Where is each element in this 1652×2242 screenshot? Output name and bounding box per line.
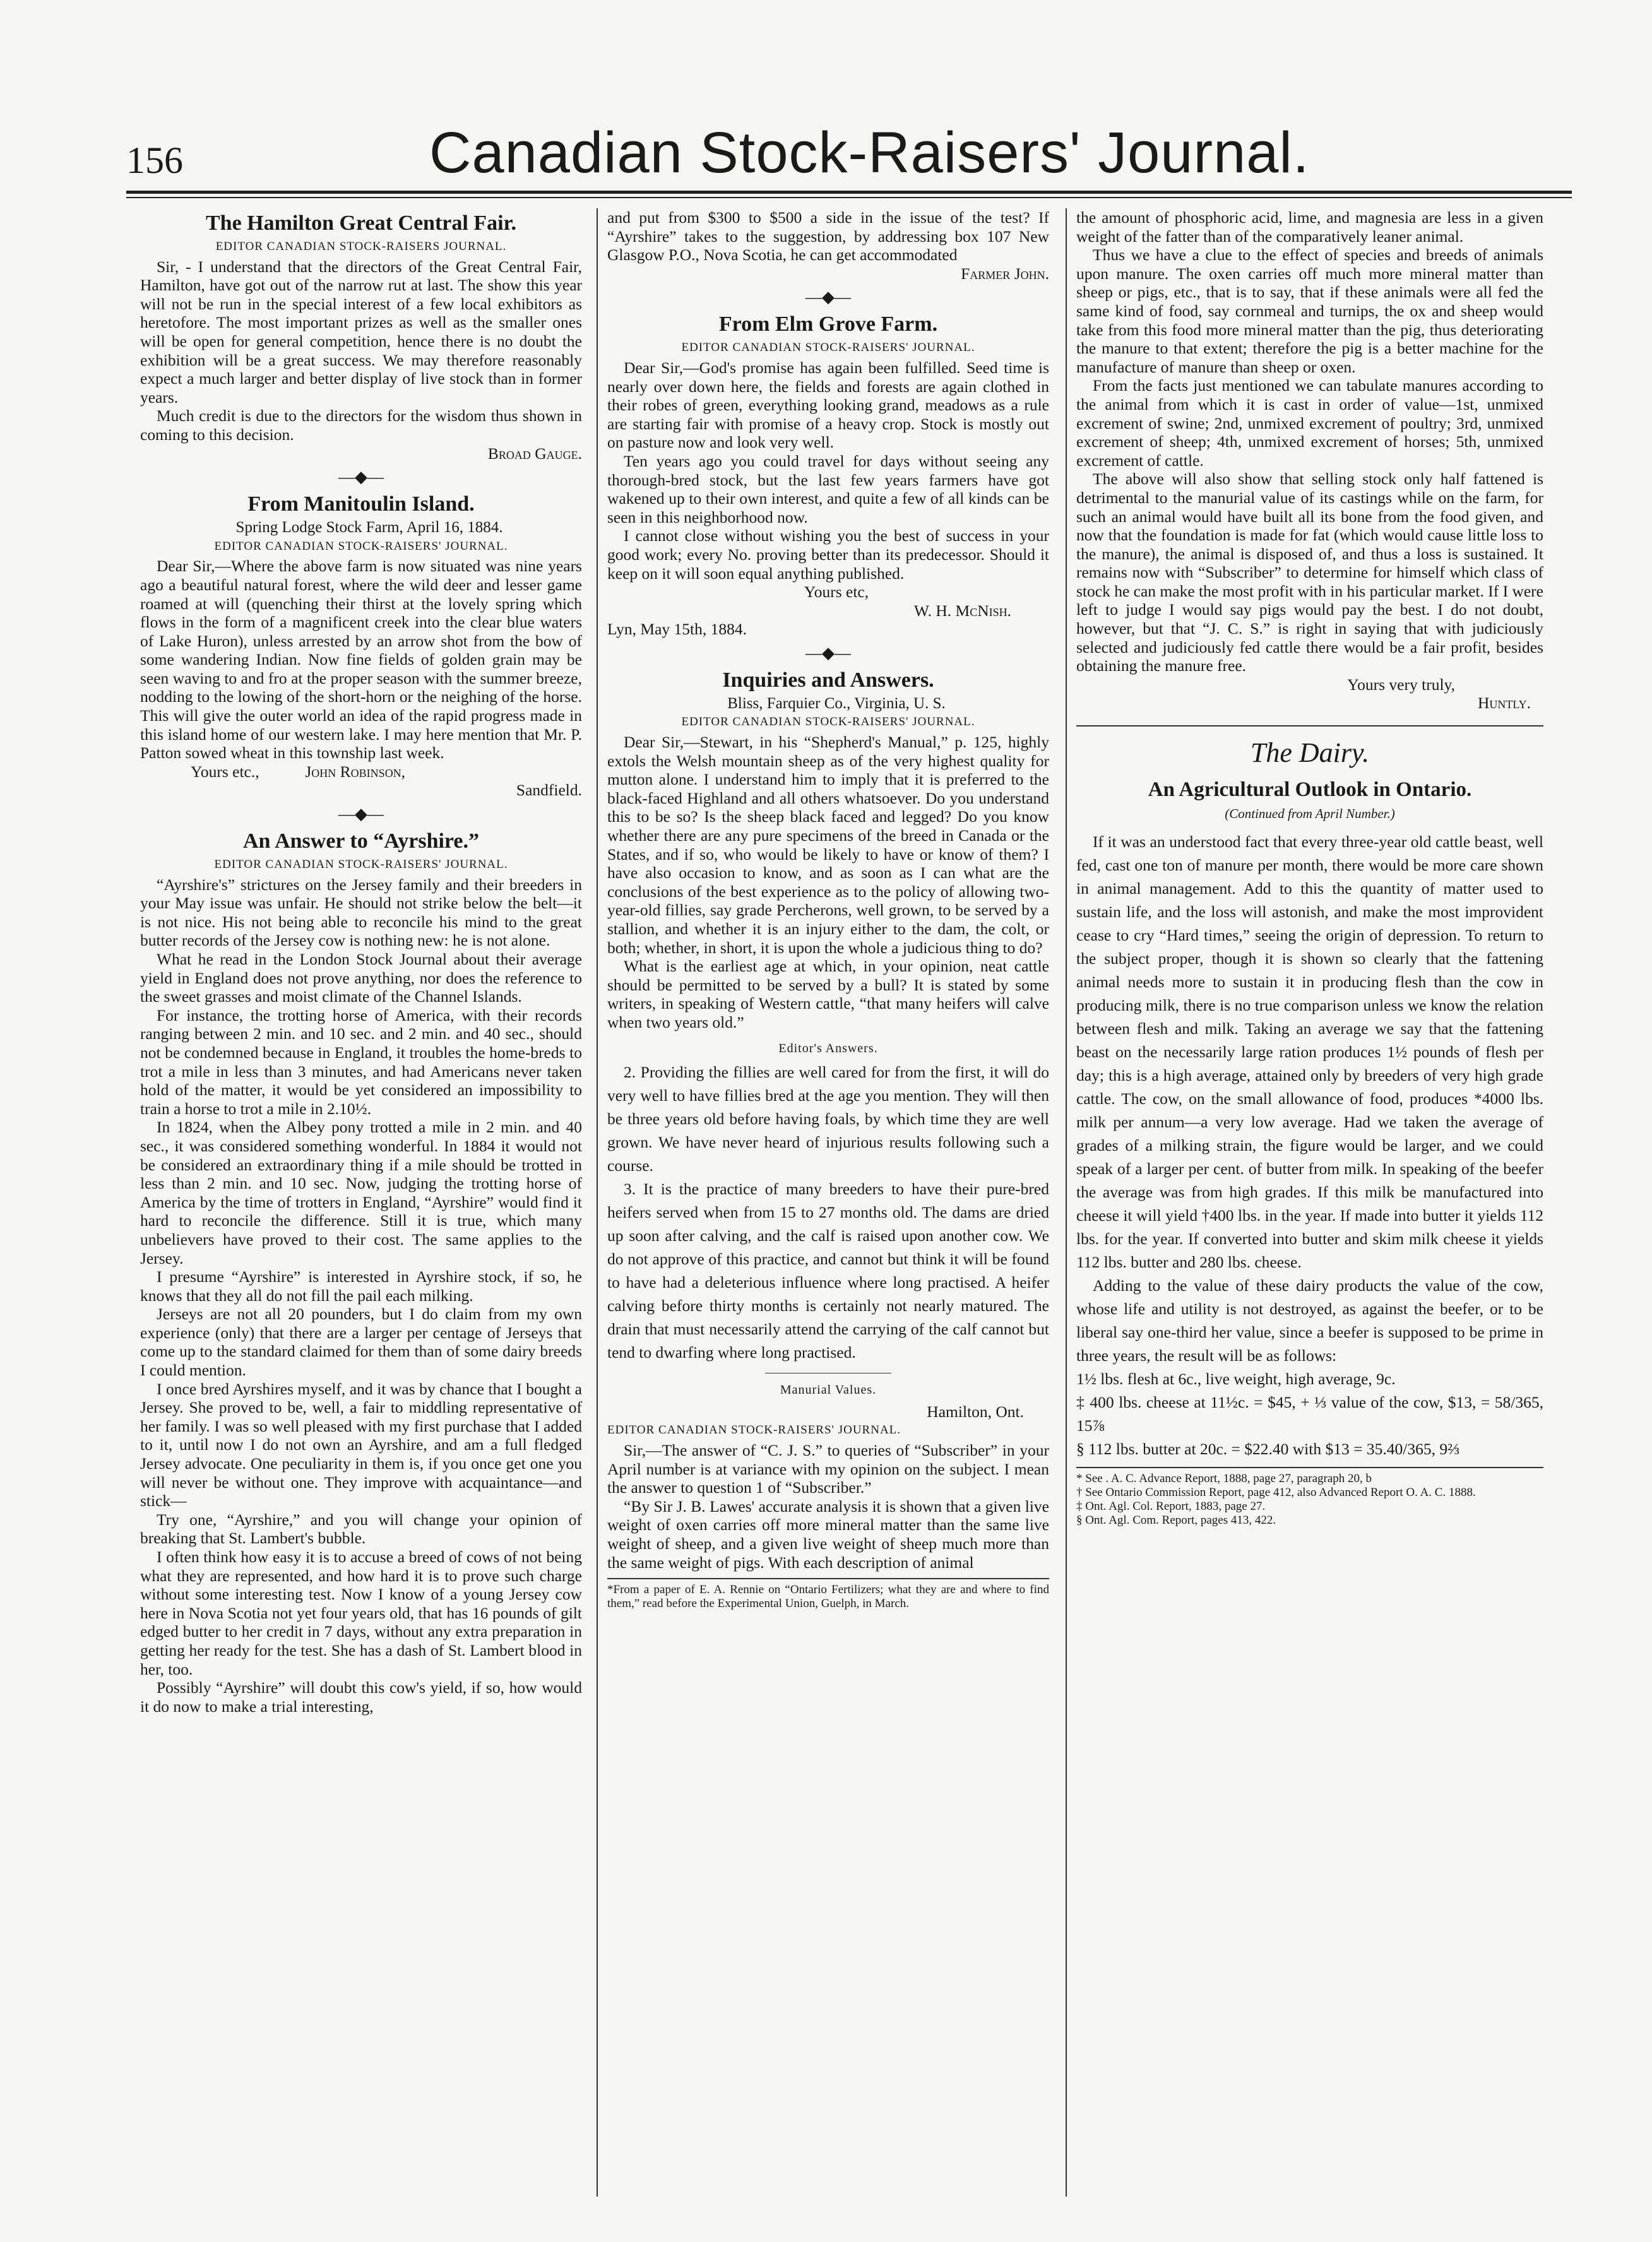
paragraph: 2. Providing the fillies are well cared for from the first, it will do very well to have fillies bred at the age you mention. They will then be three years old before having foals, by which time they are well grown. We have never heard of injurious results following such a course. [607, 1063, 1049, 1175]
article-kicker: EDITOR CANADIAN STOCK-RAISERS' JOURNAL. [681, 341, 975, 355]
signature-salutation: Yours etc., [191, 762, 259, 781]
paragraph: What he read in the London Stock Journal about their average yield in England does not prove anything, nor does the reference to the sweet grasses and moist climate of the Channel Islands. [140, 950, 582, 1006]
paragraph: I often think how easy it is to accuse a breed of cows of not being what they are represented, and how hard it is to prove such charge without some interesting test. Now I know of a young Jersey cow here in Nova Scotia not yet four years old, that has 16 pounds of gilt edged butter to her credit in 7 days, without any extra preparation in getting her ready for the test. She has a dash of St. Lambert blood in her, too. [140, 1548, 582, 1678]
page-number: 156 [126, 139, 183, 181]
calculation-line: ‡ 400 lbs. cheese at 11½c. = $45, + ⅓ value of the cow, $13, = 58/365, 15⅞ [1076, 1392, 1543, 1435]
article-kicker: EDITOR CANADIAN STOCK-RAISERS' JOURNAL. [607, 1423, 901, 1437]
signature-name: John Robinson, [305, 762, 406, 781]
dateline: Lyn, May 15th, 1884. [607, 620, 747, 639]
signature: W. H. McNish. [913, 601, 1011, 620]
paragraph: I cannot close without wishing you the best of success in your good work; every No. proving better than its predecessor. Should it keep on it will soon equal anything published. [607, 526, 1049, 583]
article-kicker: EDITOR CANADIAN STOCK-RAISERS' JOURNAL. [214, 858, 508, 872]
journal-title: Canadian Stock-Raisers' Journal. [429, 121, 1310, 185]
article-title: An Answer to “Ayrshire.” [243, 829, 479, 853]
separator-ornament: —◆— [805, 288, 851, 307]
paragraph: Dear Sir,—God's promise has again been fulfilled. Seed time is nearly over down here, the fields and forests are again clothed in their robes of green, everything looking grand, meadows as a rule are starting fair with promise of a heavy crop. Stock is mostly out on pasture now and look very well. [607, 358, 1049, 452]
header-rule [126, 191, 1572, 194]
article-kicker: EDITOR CANADIAN STOCK-RAISERS' JOURNAL. [214, 539, 508, 553]
paragraph: “By Sir J. B. Lawes' accurate analysis it is shown that a given live weight of oxen carries off more mineral matter than the same live weight of sheep, and a given live weight of sheep much more than the same weight of pigs. With each description of animal [607, 1497, 1049, 1572]
paragraph: From the facts just mentioned we can tabulate manures according to the animal from which it is cast in order of value—1st, unmixed excrement of swine; 2nd, unmixed excrement of poultry; 3rd, unmixed excrement of sheep; 4th, unmixed excrement of horses; 5th, unmixed excrement of cattle. [1076, 376, 1543, 470]
paragraph: Ten years ago you could travel for days without seeing any thorough-bred stock, but the last few years farmers have got wakened up to their own interest, and quite a few of all kinds can be seen in this neighborhood now. [607, 451, 1049, 526]
article-kicker: EDITOR CANADIAN STOCK-RAISERS JOURNAL. [215, 240, 507, 253]
dateline: Hamilton, Ont. [927, 1402, 1024, 1421]
dateline: Bliss, Farquier Co., Virginia, U. S. [727, 694, 946, 712]
signature-salutation: Yours etc, [804, 583, 869, 602]
signature-line [140, 762, 582, 781]
paragraph: and put from $300 to $500 a side in the issue of the test? If “Ayrshire” takes to the suggestion, by addressing box 107 New Glasgow P.O., Nova Scotia, he can get accommodated [607, 208, 1049, 264]
paragraph: What is the earliest age at which, in your opinion, neat cattle should be permitted to be served by a bull? It is stated by some writers, in speaking of Western cattle, “that many heifers will calve when two years old.” [607, 957, 1049, 1031]
article-kicker: EDITOR CANADIAN STOCK-RAISERS' JOURNAL. [681, 715, 975, 729]
footnote: ‡ Ont. Agl. Col. Report, 1883, page 27. [1076, 1499, 1266, 1513]
footnote: * See . A. C. Advance Report, 1888, page 27, paragraph 20, b [1076, 1471, 1372, 1485]
paragraph: “Ayrshire's” strictures on the Jersey family and their breeders in your May issue was unfair. He should not strike below the belt—it is not nice. His not being able to reconcile his mind to the great butter records of the Jersey cow is nothing new: he is not alone. [140, 875, 582, 950]
paragraph: Sir,—The answer of “C. J. S.” to queries of “Subscriber” in your April number is at variance with my opinion on the subject. I mean the answer to question 1 of “Subscriber.” [607, 1440, 1049, 1497]
paragraph: If it was an understood fact that every three-year old cattle beast, well fed, cast one ton of manure per month, there would be more care shown in animal management. Add to this the quantity of matter used to sustain life, and the loss will astonish, and make the most improvident cease to cry “Hard times,” seeing the origin of depression. To return to the subject proper, though it is shown so clearly that the fattening animal needs more to sustain it in producing flesh than the cow in producing milk, there is no true comparison unless we know the relation between flesh and milk. Taking an average we say that the fattening beast on the necessarily large ration produces 1½ pounds of flesh per day; this is a high average, attained only by breeders of very high grade cattle. The cow, on the small allowance of food, produces *4000 lbs. milk per annum—a very low average. Had we taken the average of grades of a milking strain, the figure would be larger, and we could speak of a larger per cent. of butter from milk. In speaking of the beefer the average was from high grades. If this milk be manufactured into cheese it will yield †400 lbs. in the year. If made into butter it yields 112 lbs. for the year. If converted into butter and skim milk cheese it yields 112 lbs. butter and 280 lbs. cheese. [1076, 832, 1543, 1271]
continued-note: (Continued from April Number.) [1225, 806, 1395, 822]
calculation-line: 1½ lbs. flesh at 6c., live weight, high average, 9c. [1076, 1369, 1396, 1388]
paragraph: Adding to the value of these dairy products the value of the cow, whose life and utility is not destroyed, as against the beefer, or to be liberal say one-third her value, since a beefer is supposed to be prime in three years, the result will be as follows: [1076, 1276, 1543, 1365]
footnote: *From a paper of E. A. Rennie on “Ontario Fertilizers; what they are and where to find them,” read before the Experimental Union, Guelph, in March. [607, 1578, 1049, 1611]
subheading: Manurial Values. [780, 1383, 877, 1397]
signature: Huntly. [1478, 694, 1531, 713]
paragraph: The above will also show that selling stock only half fattened is detrimental to the manurial value of its castings while on the farm, for such an animal would have built all its bone from the food given, and now that the foundation is made for fat (which would cause little loss to the manure), the animal is disposed of, and thus a loss is sustained. It remains now with “Subscriber” to determine for himself which class of stock he can make the most profit with in his particular market. If I were left to judge I would say pigs would pay the best. I do not doubt, however, but that “J. C. S.” is right in saying that with judiciously selected and judiciously fed cattle there would be a fair profit, besides obtaining the manure free. [1076, 470, 1543, 675]
article-title: An Agricultural Outlook in Ontario. [1148, 778, 1472, 802]
paragraph: Possibly “Ayrshire” will doubt this cow's yield, if so, how would it do now to make a trial interesting, [140, 1678, 582, 1716]
signature: Broad Gauge. [487, 444, 582, 463]
subheading: Editor's Answers. [778, 1041, 878, 1055]
paragraph: Much credit is due to the directors for the wisdom thus shown in coming to this decision. [140, 406, 582, 444]
paragraph: Jerseys are not all 20 pounders, but I do claim from my own experience (only) that there are a larger per centage of Jerseys that come up to the standard claimed for them than of some dairy breeds I could mention. [140, 1305, 582, 1380]
column-divider [1066, 208, 1067, 2197]
separator-ornament: —◆— [338, 468, 384, 487]
paragraph: I presume “Ayrshire” is interested in Ayrshire stock, if so, he knows that they all do not fill the pail each milking. [140, 1267, 582, 1305]
article-title: Inquiries and Answers. [722, 668, 934, 692]
signature-salutation: Yours very truly, [1347, 675, 1455, 694]
calculation-line: § 112 lbs. butter at 20c. = $22.40 with $13 = 35.40/365, 9⅔ [1076, 1439, 1460, 1458]
paragraph: Thus we have a clue to the effect of species and breeds of animals upon manure. The oxen carries off much more mineral matter than sheep or pigs, etc., that is to say, that if these animals were all fed the same kind of food, say cornmeal and turnips, the ox and sheep would take from this food more mineral matter than the pig, thus deteriorating the manure to that extent; therefore the pig is a better machine for the manufacture of manure than sheep or oxen. [1076, 246, 1543, 376]
dairy-article [1076, 830, 1543, 1461]
column-2 [607, 208, 1049, 2203]
page-header [126, 120, 1572, 189]
column-3 [1076, 208, 1543, 2203]
dateline: Spring Lodge Stock Farm, April 16, 1884. [235, 519, 503, 537]
article-title: The Hamilton Great Central Fair. [205, 211, 516, 235]
paragraph: the amount of phosphoric acid, lime, and magnesia are less in a given weight of the fatter than of the comparatively leaner animal. [1076, 208, 1543, 246]
header-rule-thin [126, 197, 1572, 198]
column-divider [597, 208, 598, 2197]
paragraph: Dear Sir,—Where the above farm is now situated was nine years ago a beautiful natural forest, where the wild deer and lesser game roamed at will (quenching their thirst at the lovely spring which flows in the form of a magnificent creek into the clear blue waters of Lake Huron), unless arrested by an arrow shot from the bow of some wandering Indian. Now fine fields of golden grain may be seen waving to and fro at the proper season with the summer breeze, nodding to the lowing of the short-horn or the neighing of the horse. This will give the outer world an idea of the rapid progress made in this island home of our western lake. I may here mention that Mr. P. Patton sowed wheat in this township last week. [140, 557, 582, 762]
paragraph: Try one, “Ayrshire,” and you will change your opinion of breaking that St. Lambert's bubble. [140, 1510, 582, 1548]
footnotes [1076, 1467, 1543, 1527]
signature-place: Sandfield. [516, 781, 582, 800]
paragraph: I once bred Ayrshires myself, and it was by chance that I bought a Jersey. She proved to be, well, a fair to middling representative of her family. I was so well pleased with my first purchase that I added to it, until now I do not own an Ayrshire, and am a full fledged Jersey advocate. One peculiarity in them is, if you once get one you will never be without one. They improve with acquaintance—and stick— [140, 1379, 582, 1510]
paragraph: Sir, - I understand that the directors of the Great Central Fair, Hamilton, have got out of the narrow rut at last. The show this year will not be run in the special interest of a few local exhibitors as heretofore. The most important prizes as well as the smaller ones will be open for general competition, hence there is no doubt the exhibition will be a great success. We may therefore reasonably expect a much larger and better display of live stock than in former years. [140, 257, 582, 406]
footnote: § Ont. Agl. Com. Report, pages 413, 422. [1076, 1513, 1276, 1527]
paragraph: 3. It is the practice of many breeders to have their pure-bred heifers served when from 15 to 27 months old. The dams are dried up soon after calving, and the calf is raised upon another cow. We do not approve of this practice, and cannot but think it will be found to have had a deleterious influence where long practised. A heifer calving before thirty months is certainly not nearly matured. The drain that must necessarily attend the carrying of the calf cannot but tend to dwarfing where long practised. [607, 1180, 1049, 1362]
signature: Farmer John. [961, 264, 1049, 283]
separator-ornament: —◆— [805, 643, 851, 662]
separator-ornament: —◆— [338, 805, 384, 824]
footnote: † See Ontario Commission Report, page 412, also Advanced Report O. A. C. 1888. [1076, 1485, 1476, 1499]
paragraph: For instance, the trotting horse of America, with their records ranging between 2 min. and 10 sec. and 2 min. and 40 sec., should not be condemned because in England, it troubles the home-breds to trot a mile in less than 3 minutes, and had Americans never taken hold of the matter, it would be yet considered an impossibility to train a horse to trot a mile in 2.10½. [140, 1005, 582, 1118]
article-title: From Manitoulin Island. [247, 492, 475, 516]
article-title: From Elm Grove Farm. [718, 312, 938, 336]
section-heading: The Dairy. [1076, 725, 1543, 771]
column-1 [140, 208, 582, 2203]
paragraph: In 1824, when the Albey pony trotted a mile in 2 min. and 40 sec., it was considered something wonderful. In 1884 it would not be considered an extraordinary thing if a mile should be trotted in less than 2 min. and 10 sec. Now, judging the trotting horse of America by the time of trotters in England, “Ayrshire” would find it hard to reconcile the difference. Still it is true, which many unbelievers have proved to their cost. The same applies to the Jersey. [140, 1118, 582, 1267]
paragraph: Dear Sir,—Stewart, in his “Shepherd's Manual,” p. 125, highly extols the Welsh mountain sheep as of the very highest quality for mutton alone. I understand him to imply that it is preferred to the black-faced Highland and all others whatsoever. Do you understand this to be so? Is the sheep black faced and legged? Do you know whether there are any pure specimens of the breed in Canada or the States, and if so, who would be likely to have or know of them? I have also occasion to know, and as soon as I can what are the conclusions of the best experience as to the policy of allowing two-year-old fillies, say grade Percherons, well grown, to be served by a stallion, and whether it is an injury either to the dam, the colt, or both; whether, in short, it is upon the whole a judicious thing to do? [607, 733, 1049, 957]
